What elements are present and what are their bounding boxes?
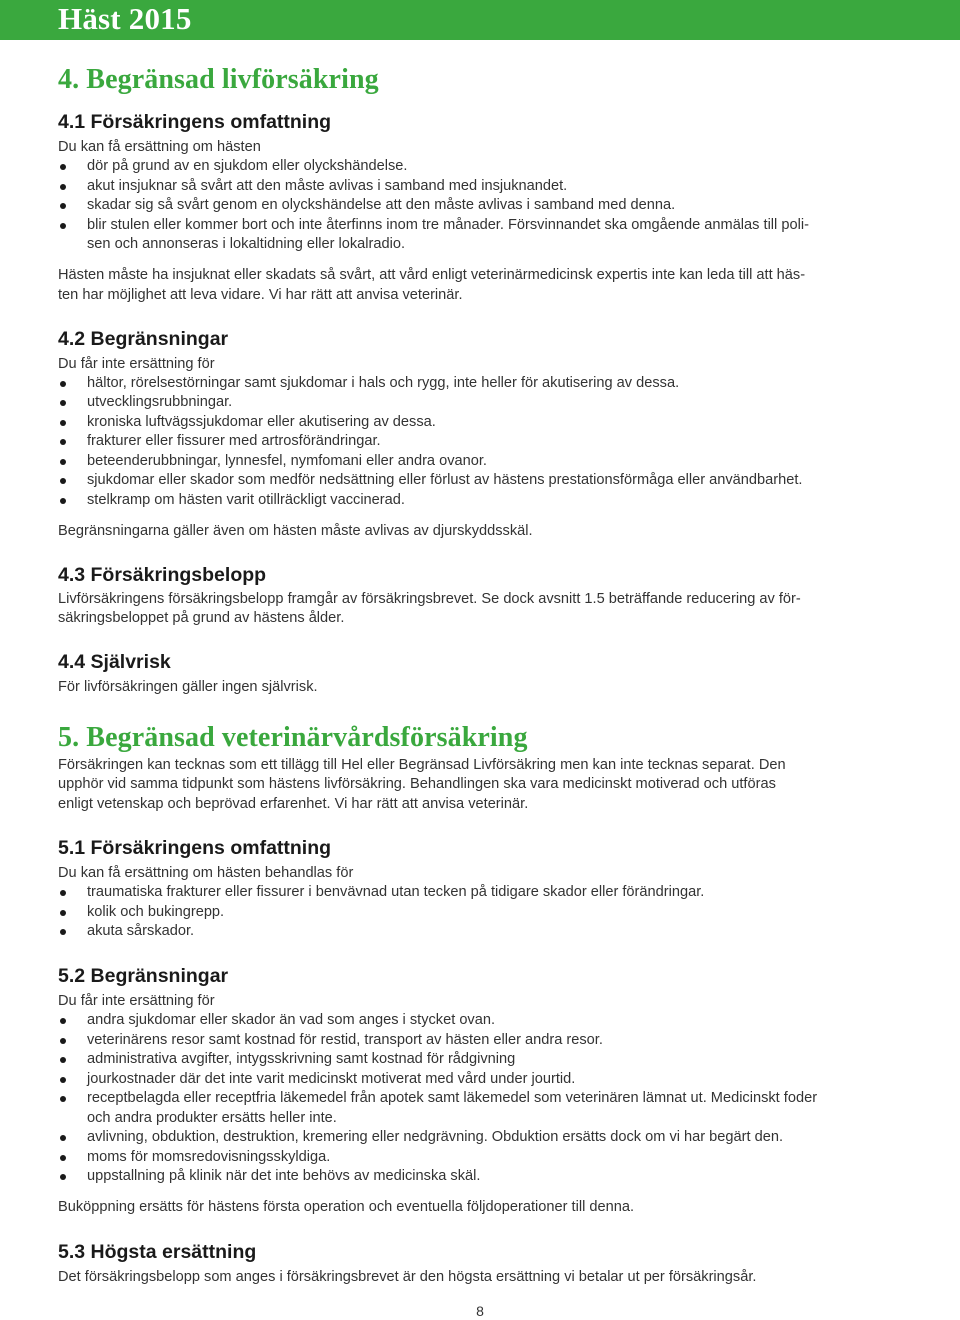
list-item: jourkostnader där det inte varit medicinskt motiverat med vård under jourtid. bbox=[87, 1071, 576, 1087]
section-4-4-title: 4.4 Självrisk bbox=[58, 651, 171, 673]
bullet-icon bbox=[60, 420, 66, 426]
paragraph: Begränsningarna gäller även om hästen måste avlivas av djurskyddsskäl. bbox=[58, 523, 533, 539]
bullet-icon bbox=[60, 1155, 66, 1161]
list-item: skadar sig så svårt genom en olyckshändelse att den måste avlivas i samband med denna. bbox=[87, 197, 676, 213]
paragraph-line: Hästen måste ha insjuknat eller skadats så svårt, att vård enligt veterinärmedicinsk expertis inte kan leda till att häs- bbox=[58, 267, 806, 283]
bullet-icon bbox=[60, 381, 66, 387]
section-4-3-title: 4.3 Försäkringsbelopp bbox=[58, 564, 267, 586]
list-item-continuation: sen och annonseras i lokaltidning eller lokalradio. bbox=[87, 236, 406, 252]
paragraph-line: enligt vetenskap och beprövad erfarenhet. Vi har rätt att anvisa veterinär. bbox=[58, 796, 529, 812]
bullet-icon bbox=[60, 400, 66, 406]
bullet-icon bbox=[60, 929, 66, 935]
bullet-icon bbox=[60, 203, 66, 209]
section-4-1-title: 4.1 Försäkringens omfattning bbox=[58, 111, 332, 133]
paragraph-line: Livförsäkringens försäkringsbelopp framgår av försäkringsbrevet. Se dock avsnitt 1.5 beträffande reducering av för- bbox=[58, 591, 801, 607]
bullet-icon bbox=[60, 1135, 66, 1141]
list-item: moms för momsredovisningsskyldiga. bbox=[87, 1149, 331, 1165]
list-item: sjukdomar eller skador som medför nedsättning eller förlust av hästens prestationsförmåga eller användbarhet. bbox=[87, 472, 803, 488]
list-item: uppstallning på klinik när det inte behövs av medicinska skäl. bbox=[87, 1168, 481, 1184]
list-item: administrativa avgifter, intygsskrivning samt kostnad för rådgivning bbox=[87, 1051, 516, 1067]
bullet-icon bbox=[60, 1018, 66, 1024]
bullet-icon bbox=[60, 1057, 66, 1063]
list-item-continuation: och andra produkter ersätts heller inte. bbox=[87, 1110, 337, 1126]
list-item: avlivning, obduktion, destruktion, kremering eller nedgrävning. Obduktion ersätts dock om vi har begärt den. bbox=[87, 1129, 784, 1145]
bullet-icon bbox=[60, 890, 66, 896]
bullet-icon bbox=[60, 184, 66, 190]
bullet-icon bbox=[60, 1038, 66, 1044]
paragraph: Buköppning ersätts för hästens första operation och eventuella följdoperationer till denna. bbox=[58, 1199, 635, 1215]
section-5-2-intro: Du får inte ersättning för bbox=[58, 993, 215, 1009]
header-bar bbox=[0, 0, 960, 40]
section-5-3-title: 5.3 Högsta ersättning bbox=[58, 1241, 257, 1263]
section-5-1-intro: Du kan få ersättning om hästen behandlas för bbox=[58, 865, 354, 881]
paragraph-line: ten har möjlighet att leva vidare. Vi har rätt att anvisa veterinär. bbox=[58, 287, 463, 303]
page-number: 8 bbox=[476, 1303, 484, 1319]
list-item: stelkramp om hästen varit otillräckligt vaccinerad. bbox=[87, 492, 405, 508]
list-item: beteenderubbningar, lynnesfel, nymfomani eller andra ovanor. bbox=[87, 453, 487, 469]
paragraph-line: upphör vid samma tidpunkt som hästens livförsäkring. Behandlingen ska vara medicinskt motiverad och utföras bbox=[58, 776, 776, 792]
bullet-icon bbox=[60, 164, 66, 170]
list-item: veterinärens resor samt kostnad för restid, transport av hästen eller andra resor. bbox=[87, 1032, 603, 1048]
section-4-2-intro: Du får inte ersättning för bbox=[58, 356, 215, 372]
bullet-icon bbox=[60, 223, 66, 229]
section-5-1-title: 5.1 Försäkringens omfattning bbox=[58, 837, 332, 859]
bullet-icon bbox=[60, 910, 66, 916]
bullet-icon bbox=[60, 478, 66, 484]
bullet-icon bbox=[60, 1174, 66, 1180]
paragraph-line: säkringsbeloppet på grund av hästens ålder. bbox=[58, 610, 345, 626]
list-item: kolik och bukingrepp. bbox=[87, 904, 225, 920]
section-5-2-title: 5.2 Begränsningar bbox=[58, 965, 229, 987]
paragraph: För livförsäkringen gäller ingen självrisk. bbox=[58, 679, 318, 695]
section-4-1-intro: Du kan få ersättning om hästen bbox=[58, 139, 261, 155]
list-item: andra sjukdomar eller skador än vad som anges i stycket ovan. bbox=[87, 1012, 496, 1028]
section-5-title: 5. Begränsad veterinärvårdsförsäkring bbox=[58, 722, 528, 753]
section-4-2-title: 4.2 Begränsningar bbox=[58, 328, 229, 350]
list-item: akut insjuknar så svårt att den måste avlivas i samband med insjuknandet. bbox=[87, 178, 568, 194]
list-item: utvecklingsrubbningar. bbox=[87, 394, 233, 410]
list-item: hältor, rörelsestörningar samt sjukdomar i hals och rygg, inte heller för akutisering av dessa. bbox=[87, 375, 680, 391]
section-4-title: 4. Begränsad livförsäkring bbox=[58, 64, 379, 95]
bullet-icon bbox=[60, 1077, 66, 1083]
paragraph: Det försäkringsbelopp som anges i försäkringsbrevet är den högsta ersättning vi betalar ut per försäkringsår. bbox=[58, 1269, 757, 1285]
list-item: blir stulen eller kommer bort och inte återfinns inom tre månader. Försvinnandet ska omgående anmälas till poli- bbox=[87, 217, 809, 233]
list-item: dör på grund av en sjukdom eller olyckshändelse. bbox=[87, 158, 408, 174]
list-item: akuta sårskador. bbox=[87, 923, 195, 939]
list-item: traumatiska frakturer eller fissurer i benvävnad utan tecken på tidigare skador eller förändringar. bbox=[87, 884, 705, 900]
bullet-icon bbox=[60, 1096, 66, 1102]
document-title: Häst 2015 bbox=[58, 1, 192, 36]
paragraph-line: Försäkringen kan tecknas som ett tillägg till Hel eller Begränsad Livförsäkring men kan inte tecknas separat. Den bbox=[58, 757, 786, 773]
list-item: kroniska luftvägssjukdomar eller akutisering av dessa. bbox=[87, 414, 436, 430]
bullet-icon bbox=[60, 498, 66, 504]
bullet-icon bbox=[60, 459, 66, 465]
list-item: receptbelagda eller receptfria läkemedel från apotek samt läkemedel som veterinären lämnat ut. Medicinskt foder bbox=[87, 1090, 818, 1106]
bullet-icon bbox=[60, 439, 66, 445]
list-item: frakturer eller fissurer med artrosförändringar. bbox=[87, 433, 381, 449]
